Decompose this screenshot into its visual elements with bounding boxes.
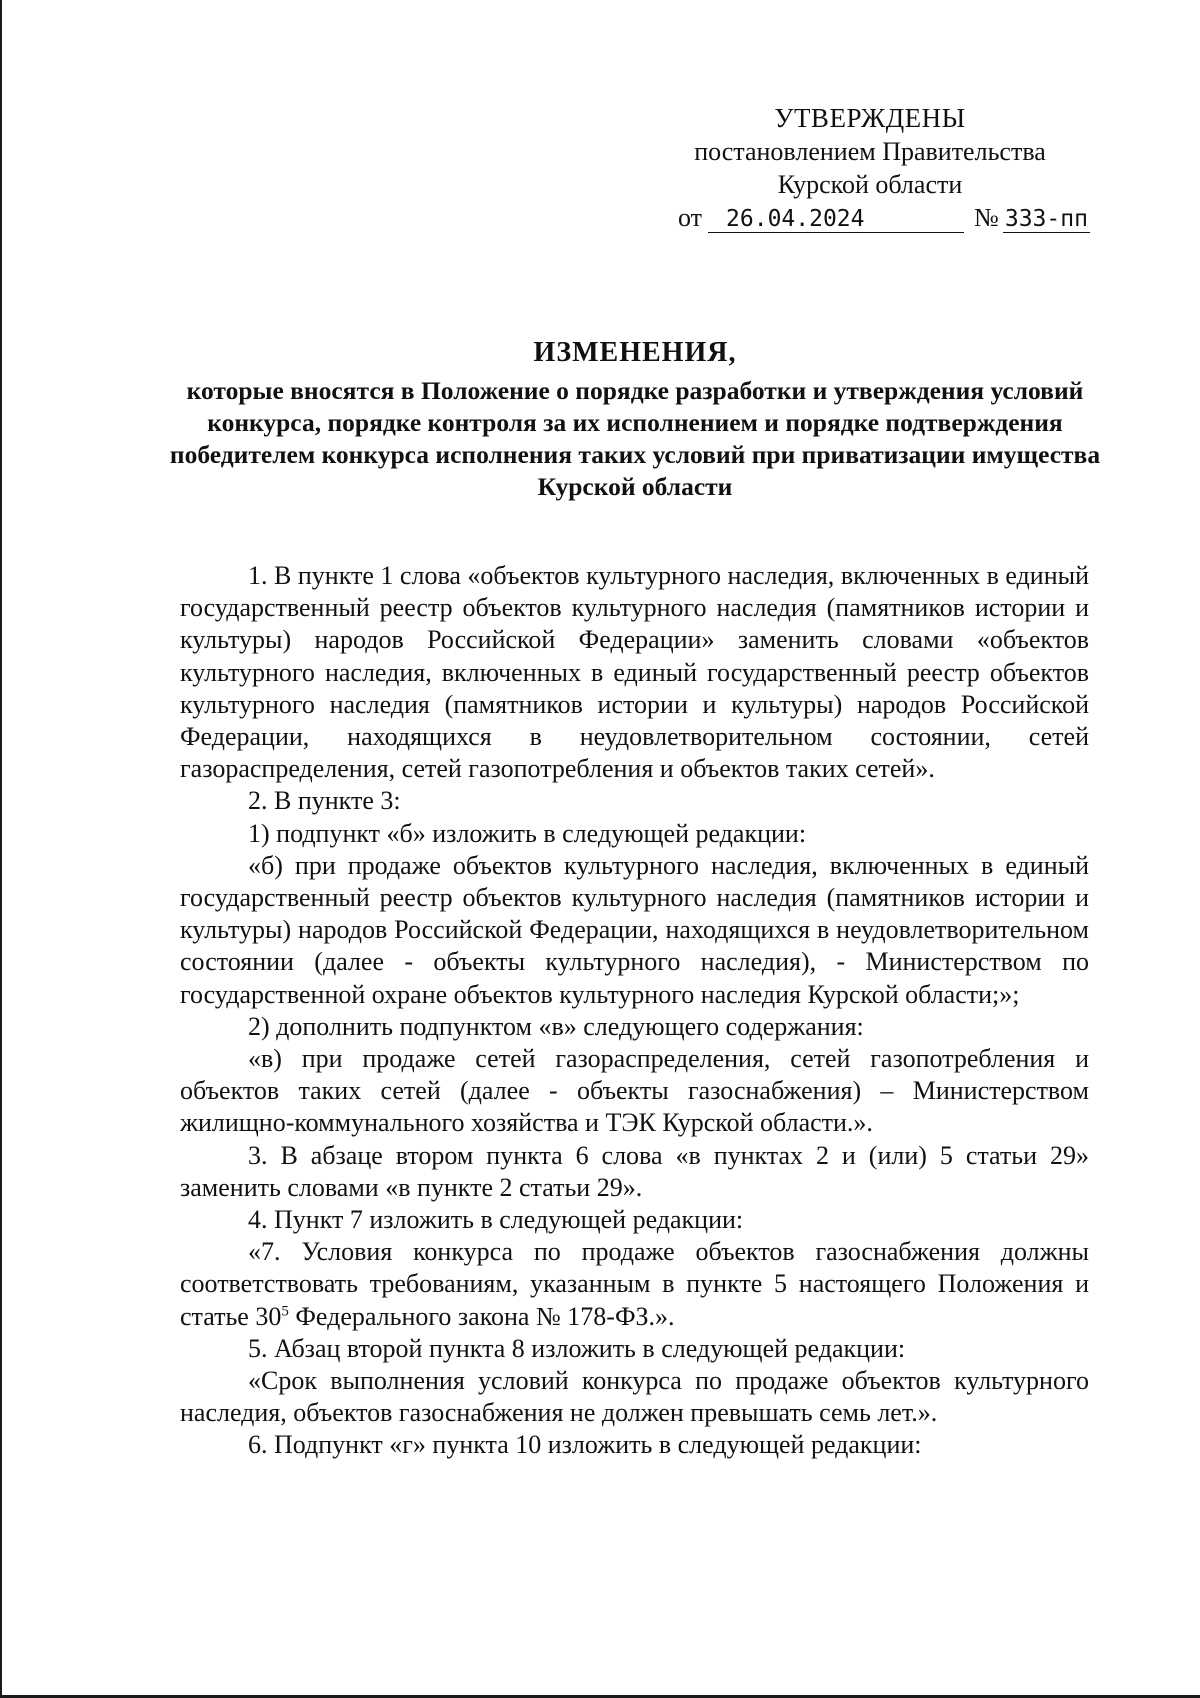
approval-date: 26.04.2024 — [708, 206, 964, 233]
number-sign: № — [974, 203, 999, 232]
document-subtitle: которые вносятся в Положение о порядке разработки и утверждения условий конкурса, порядке контроля за их исполнением и порядке подтверждения победителем конкурса исполнения таких условий при приватизации имущества Курской области — [169, 376, 1101, 501]
paragraph-2: 2. В пункте 3: — [248, 786, 401, 816]
paragraph-9 — [180, 1236, 1089, 1333]
date-prefix: от — [678, 203, 703, 232]
paragraph-4: «б) при продаже объектов культурного наследия, включенных в единый государственный реестр объектов культурного наследия (памятников истории и культуры) народов Российской Федерации, находящихся в неудовлетворительном состоянии (далее - объекты культурного наследия), - Министерством по государственной охране объектов культурного наследия Курской области;»; — [180, 850, 1089, 1009]
paragraph-1: 1. В пункте 1 слова «объектов культурного наследия, включенных в единый государственный реестр объектов культурного наследия (памятников истории и культуры) народов Российской Федерации» заменить словами «объектов культурного наследия, включенных в единый государственный реестр объектов культурного наследия (памятников истории и культуры) народов Российской Федерации, находящихся в неудовлетворительном состоянии, сетей газораспределения, сетей газопотребления и объектов таких сетей». — [180, 561, 1089, 784]
approval-title: УТВЕРЖДЕНЫ — [774, 103, 966, 133]
scan-edge-left — [0, 0, 2, 1698]
paragraph-9-before: «7. Условия конкурса по продаже объектов газоснабжения должны соответствовать требованиям, указанным в пункте 5 настоящего Положения и статье 30 — [180, 1237, 1089, 1331]
approval-date-line — [660, 201, 1088, 234]
paragraph-8: 4. Пункт 7 изложить в следующей редакции: — [248, 1205, 744, 1235]
approval-block — [660, 102, 1088, 234]
paragraph-7: 3. В абзаце втором пункта 6 слова «в пунктах 2 и (или) 5 статьи 29» заменить словами «в пункте 2 статьи 29». — [180, 1140, 1089, 1202]
document-title: ИЗМЕНЕНИЯ, — [533, 337, 737, 368]
paragraph-10: 5. Абзац второй пункта 8 изложить в следующей редакции: — [248, 1333, 906, 1363]
paragraph-6: «в) при продаже сетей газораспределения, сетей газопотребления и объектов таких сетей (далее - объекты газоснабжения) – Министерством жилищно-коммунального хозяйства и ТЭК Курской области.». — [180, 1044, 1089, 1138]
paragraph-3: 1) подпункт «б» изложить в следующей редакции: — [248, 818, 807, 848]
approval-line-2: Курской области — [777, 170, 963, 199]
paragraph-12: 6. Подпункт «г» пункта 10 изложить в следующей редакции: — [248, 1430, 922, 1460]
paragraph-5: 2) дополнить подпунктом «в» следующего содержания: — [248, 1011, 864, 1041]
approval-line-1: постановлением Правительства — [694, 137, 1046, 166]
paragraph-9-after: Федерального закона № 178-ФЗ.». — [288, 1301, 675, 1331]
document-heading — [150, 334, 1120, 503]
paragraph-9-superscript: 5 — [281, 1303, 289, 1320]
paragraph-11: «Срок выполнения условий конкурса по продаже объектов культурного наследия, объектов газоснабжения не должен превышать семь лет.». — [180, 1366, 1089, 1428]
document-body — [180, 560, 1089, 1462]
approval-number: 333-пп — [1004, 206, 1088, 232]
